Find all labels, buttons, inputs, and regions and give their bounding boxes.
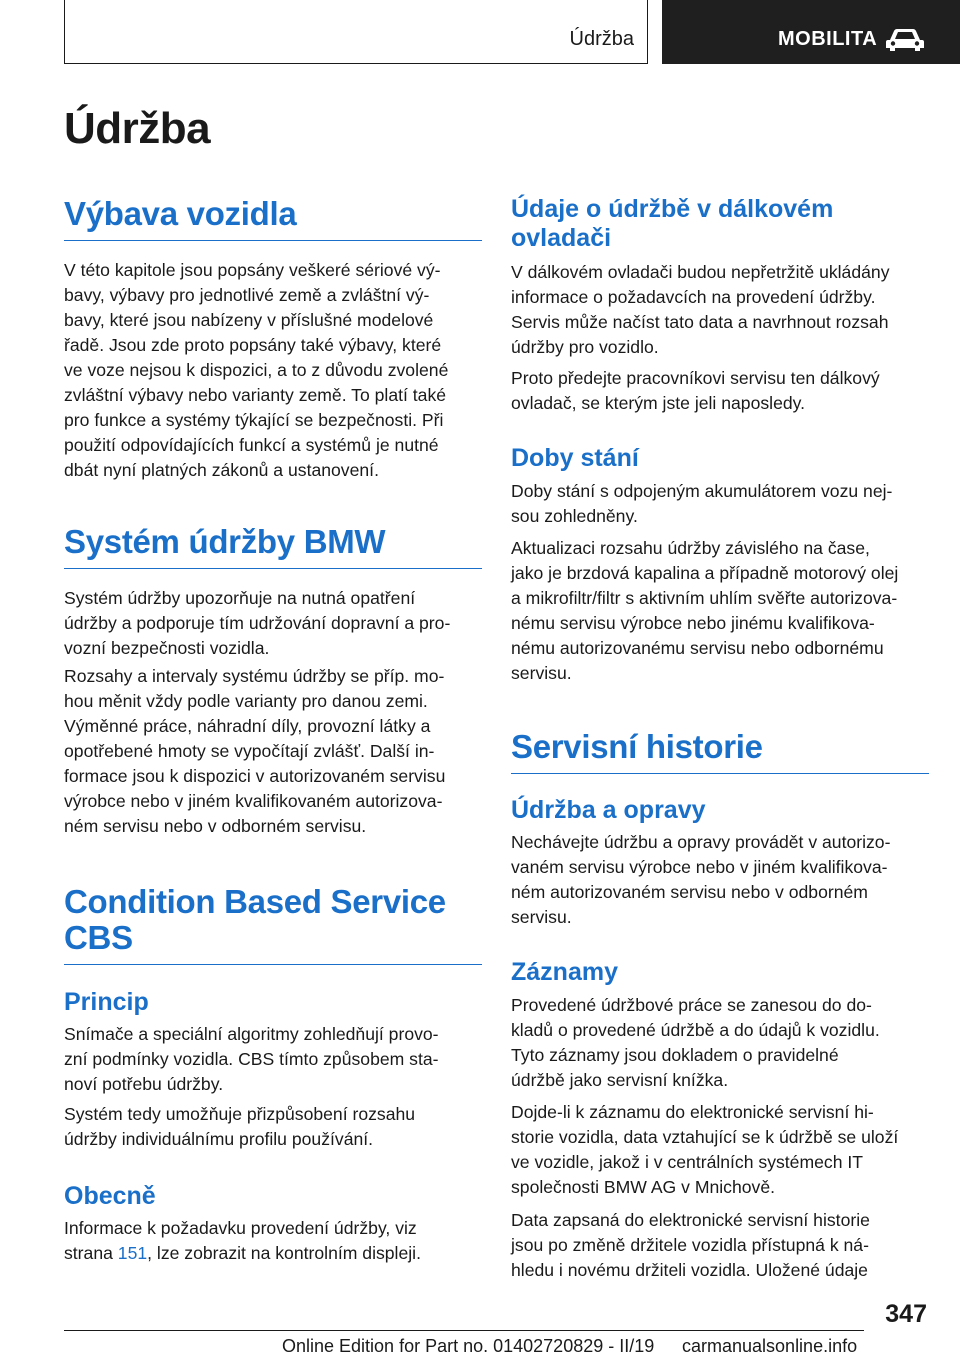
text-line: bavy, které jsou nabízeny v příslušné modelové [64, 310, 434, 330]
text-line: jako je brzdová kapalina a případně motorový olej [511, 563, 899, 583]
footer-edition-text: Online Edition for Part no. 01402720829 - II/19 [282, 1336, 655, 1356]
text-line: Rozsahy a intervaly systému údržby se příp. mo- [64, 666, 445, 686]
text-line: Dojde-li k záznamu do elektronické servisní hi- [511, 1102, 874, 1122]
text-line: servisu. [511, 663, 572, 683]
heading-system-udrzby: Systém údržby BMW [64, 524, 482, 569]
text-line: vozní bezpečnosti vozidla. [64, 638, 270, 658]
text-line: ném autorizovaném servisu nebo v odborném [511, 882, 868, 902]
text-line: ovladač, se kterým jste jeli naposledy. [511, 393, 806, 413]
footer-divider [64, 1330, 864, 1331]
text-line: a mikrofiltr/filtr s aktivním uhlím svěřte autorizova- [511, 588, 898, 608]
header-tab-label: MOBILITA [778, 28, 878, 50]
text-line: vaném servisu výrobce nebo v jiném kvalifikova- [511, 857, 888, 877]
paragraph-doby-1 [511, 479, 929, 529]
heading-vybava-vozidla: Výbava vozidla [64, 196, 482, 241]
text-line: formace jsou k dispozici v autorizovaném servisu [64, 766, 446, 786]
heading-line: Údaje o údržbě v dálkovém [511, 195, 834, 223]
heading-line: Condition Based Service [64, 883, 446, 920]
text-line: Nechávejte údržbu a opravy provádět v autorizo- [511, 832, 891, 852]
text-line: Data zapsaná do elektronické servisní historie [511, 1210, 870, 1230]
text-line: nému servisu výrobce nebo jinému kvalifikova- [511, 613, 875, 633]
header-box [64, 0, 648, 64]
paragraph-vybava [64, 258, 482, 483]
text-line: ve vozidle, jakož i v centrálních systémech IT [511, 1152, 864, 1172]
paragraph-zaznamy-3 [511, 1208, 929, 1283]
text-line: pro funkce a systémy týkající se bezpečnosti. Při [64, 410, 444, 430]
text-line: Servis může načíst tato data a navrhnout rozsah [511, 312, 889, 332]
text-line: ném servisu nebo v odborném servisu. [64, 816, 367, 836]
text-line: společnosti BMW AG v Mnichově. [511, 1177, 776, 1197]
text-line: ve voze nejsou k dispozici, a to z důvodu zvolené [64, 360, 449, 380]
heading-udaje-dalkovy-ovladac [511, 195, 929, 253]
heading-cbs [64, 884, 482, 965]
text-line: údržby a podporuje tím udržování dopravní a pro- [64, 613, 451, 633]
paragraph-princip-2 [64, 1102, 482, 1152]
text-line: údržby pro vozidlo. [511, 337, 659, 357]
heading-princip: Princip [64, 988, 149, 1016]
heading-line: CBS [64, 919, 133, 956]
text-line: kladů o provedené údržbě a do údajů k vozidlu. [511, 1020, 880, 1040]
text-line: jsou po změně držitele vozidla přístupná k ná- [511, 1235, 869, 1255]
text-line: noví potřebu údržby. [64, 1074, 224, 1094]
text-line: zvláštní výbavy nebo varianty země. To platí také [64, 385, 447, 405]
text-line: informace o požadavcích na provedení údržby. [511, 287, 876, 307]
text-line: opotřebené hmoty se vypočítají zvlášť. Další in- [64, 741, 435, 761]
text-line [64, 1241, 482, 1266]
paragraph-obecne [64, 1216, 482, 1266]
heading-udrzba-a-opravy: Údržba a opravy [511, 796, 706, 824]
text-line: údržbě jako servisní knížka. [511, 1070, 729, 1090]
text-line: V této kapitole jsou popsány veškeré sériové vý- [64, 260, 441, 280]
text-line: V dálkovém ovladači budou nepřetržitě ukládány [511, 262, 890, 282]
paragraph-udaje-2 [511, 366, 929, 416]
header-section-title: Údržba [569, 28, 634, 50]
text-line: Provedené údržbové práce se zanesou do do- [511, 995, 872, 1015]
text-line: Doby stání s odpojeným akumulátorem vozu nej- [511, 481, 893, 501]
text-line: servisu. [511, 907, 572, 927]
heading-line: ovladači [511, 224, 612, 252]
text-line: zní podmínky vozidla. CBS tímto způsobem sta- [64, 1049, 439, 1069]
paragraph-zaznamy-2 [511, 1100, 929, 1200]
text-fragment: strana [64, 1243, 118, 1263]
text-line: storie vozidla, data vztahující se k údržbě se uloží [511, 1127, 899, 1147]
text-line: Systém údržby upozorňuje na nutná opatření [64, 588, 416, 608]
text-line: hou měnit vždy podle varianty pro danou zemi. [64, 691, 428, 711]
chapter-title: Údržba [64, 104, 211, 153]
paragraph-udrzba [511, 830, 929, 930]
text-line: hledu i novému držiteli vozidla. Uložené údaje [511, 1260, 868, 1280]
text-line: nému autorizovanému servisu nebo odbornému [511, 638, 884, 658]
text-line: bavy, výbavy pro jednotlivé země a zvláštní vý- [64, 285, 430, 305]
page-reference-link[interactable]: 151 [117, 1243, 148, 1263]
text-line: Informace k požadavku provedení údržby, viz [64, 1218, 417, 1238]
heading-doby-stani: Doby stání [511, 444, 639, 472]
paragraph-doby-2 [511, 536, 929, 686]
paragraph-princip-1 [64, 1022, 482, 1097]
text-line: Systém tedy umožňuje přizpůsobení rozsahu [64, 1104, 416, 1124]
text-line: Výměnné práce, náhradní díly, provozní látky a [64, 716, 431, 736]
text-fragment: , lze zobrazit na kontrolním displeji. [147, 1243, 421, 1263]
paragraph-zaznamy-1 [511, 993, 929, 1093]
text-line: použití odpovídajících funkcí a systémů je nutné [64, 435, 439, 455]
header-tab-mobilita[interactable] [662, 0, 960, 64]
text-line: výrobce nebo v jiném kvalifikovaném autorizova- [64, 791, 443, 811]
heading-servisni-historie: Servisní historie [511, 729, 929, 774]
text-line: sou zohledněny. [511, 506, 638, 526]
text-line: údržby individuálnímu profilu používání. [64, 1129, 374, 1149]
heading-obecne: Obecně [64, 1182, 156, 1210]
paragraph-system-2 [64, 664, 482, 839]
page-number: 347 [885, 1300, 927, 1328]
car-icon [884, 26, 926, 54]
footer-watermark: carmanualsonline.info [682, 1336, 858, 1356]
paragraph-udaje-1 [511, 260, 929, 360]
text-line: Aktualizaci rozsahu údržby závislého na čase, [511, 538, 870, 558]
text-line: Snímače a speciální algoritmy zohledňují provo- [64, 1024, 439, 1044]
heading-zaznamy: Záznamy [511, 958, 618, 986]
text-line: Tyto záznamy jsou dokladem o pravidelné [511, 1045, 839, 1065]
text-line: dbát nyní platných zákonů a ustanovení. [64, 460, 379, 480]
text-line: Proto předejte pracovníkovi servisu ten dálkový [511, 368, 880, 388]
text-line: řadě. Jsou zde proto popsány také výbavy, které [64, 335, 442, 355]
paragraph-system-1 [64, 586, 482, 661]
